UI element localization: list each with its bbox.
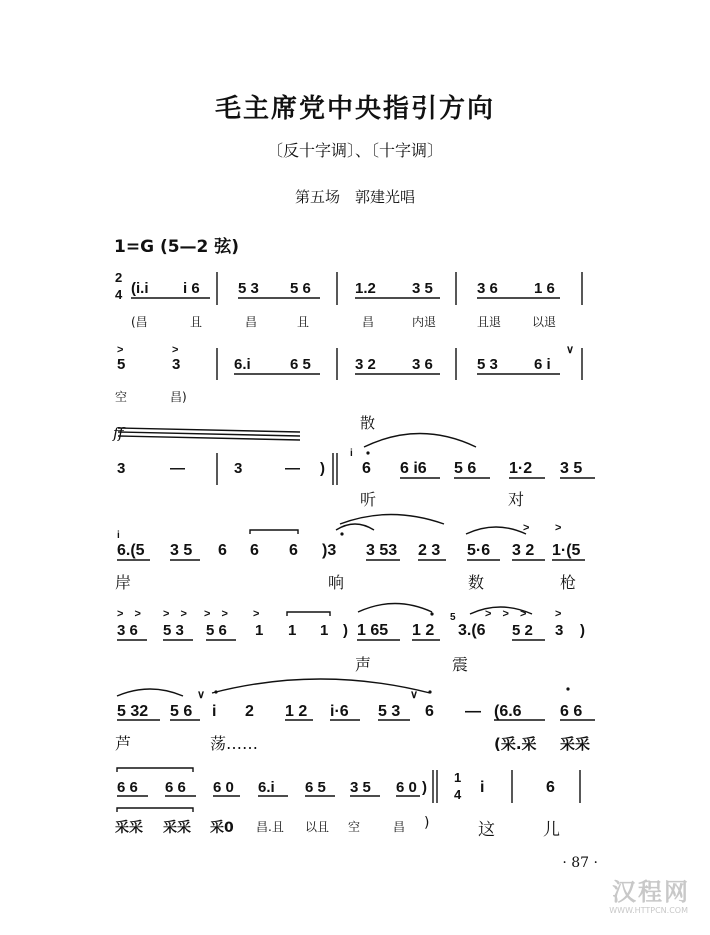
note: 1: [288, 622, 297, 639]
note-group: 5 3: [238, 280, 259, 297]
note-group: 5 3: [163, 622, 184, 639]
note-group: 3 2: [355, 356, 376, 373]
lyric: 采采: [115, 820, 143, 836]
note: 3: [234, 460, 243, 477]
paren: ): [422, 779, 427, 796]
lyric: 且: [297, 315, 310, 329]
lyric: 昌: [362, 315, 375, 329]
tremolo-line: [118, 428, 300, 432]
note-group: 1·2: [509, 460, 533, 477]
note: 1: [255, 622, 264, 639]
note: i: [480, 779, 485, 796]
grace-note: i: [117, 530, 120, 541]
note-group: 1·(5: [552, 542, 581, 559]
note-group: 3 5: [560, 460, 583, 477]
paren: ): [320, 460, 325, 477]
lyric: 且: [190, 315, 203, 329]
note: i: [212, 703, 217, 720]
watermark-logo: 汉程网: [612, 878, 690, 906]
note-group: 3 6: [477, 280, 498, 297]
accent-mark: >: [555, 608, 562, 620]
lyric: 昌): [170, 390, 187, 404]
accent-mark: >: [555, 522, 562, 534]
note-group: 6 0: [396, 779, 417, 796]
note-group: 6.(5: [117, 542, 145, 559]
grace-note: 5: [450, 612, 456, 623]
note: 6: [425, 703, 434, 720]
lyric: ): [424, 815, 430, 831]
note-group: 5 6: [454, 460, 477, 477]
tie-bracket: [117, 808, 193, 812]
fermata-dot: [340, 532, 343, 535]
note: 2: [245, 703, 254, 720]
slur: [336, 524, 374, 530]
lyric: 响: [328, 573, 345, 592]
note-group: 3.(6: [458, 622, 486, 639]
note-group: 2 3: [418, 542, 441, 559]
note-group: 6 5: [290, 356, 311, 373]
note: 6: [362, 460, 371, 477]
note-group: 5 6: [206, 622, 227, 639]
slur: [364, 434, 476, 448]
slur: [117, 689, 183, 696]
fermata-dot: [214, 690, 217, 693]
note-group: (i.i: [131, 280, 149, 297]
note-group: 5 6: [290, 280, 311, 297]
note: 3: [555, 622, 564, 639]
dynamic-ff: ff: [113, 424, 124, 442]
note: 3: [117, 460, 126, 477]
note-group: 3 6: [117, 622, 138, 639]
lyric: 以退: [532, 315, 557, 329]
key-signature: 1=G (5—2 弦): [114, 237, 240, 257]
lyric: 以且: [305, 820, 330, 834]
note-group: 6.i: [234, 356, 251, 373]
slur: [470, 607, 532, 614]
note-group: 3 2: [512, 542, 535, 559]
note-group: 5 3: [378, 703, 401, 720]
lyric: 空: [115, 390, 128, 404]
fermata-dot: [428, 690, 431, 693]
lyric: 数: [468, 573, 485, 592]
note-group: 5 3: [477, 356, 498, 373]
slur: [358, 604, 432, 613]
slur: [466, 527, 526, 534]
fermata-dot: [430, 612, 433, 615]
note: 6: [289, 542, 298, 559]
dash: —: [285, 460, 300, 477]
note-group: 1 2: [412, 622, 435, 639]
lyric: 昌: [393, 820, 406, 834]
note-group: 3 5: [350, 779, 371, 796]
note-group: i·6: [330, 703, 349, 720]
lyric: 这: [478, 820, 495, 840]
lyric: 震: [452, 655, 469, 674]
tie-bracket: [287, 612, 330, 616]
time-sig-top: 1: [454, 770, 462, 785]
breath-mark: ∨: [566, 344, 575, 356]
accent-marks: > >: [204, 608, 232, 620]
note: 5: [117, 356, 126, 373]
note-group: 1 6: [534, 280, 555, 297]
tie-bracket: [117, 768, 193, 772]
note: 3: [172, 356, 181, 373]
note-group: 1.2: [355, 280, 376, 297]
note-group: 3 5: [170, 542, 193, 559]
note-group: 1 65: [357, 622, 389, 639]
lyric: 儿: [543, 820, 560, 840]
lyric: 听: [360, 490, 377, 509]
note-group: 6 6: [560, 703, 583, 720]
tie-bracket: [250, 530, 298, 534]
paren: ): [580, 622, 585, 639]
lyric: 芦: [115, 734, 132, 753]
accent-marks: > >: [117, 608, 145, 620]
accent-marks: > >: [163, 608, 191, 620]
note-group: 5 2: [512, 622, 533, 639]
note: 6: [218, 542, 227, 559]
note: 6: [250, 542, 259, 559]
scene-credit: 第五场 郭建光唱: [294, 188, 415, 206]
note-group: 6 5: [305, 779, 326, 796]
lyric: 枪: [560, 573, 577, 592]
time-sig-bottom: 4: [454, 787, 462, 802]
note-group: 3 6: [412, 356, 433, 373]
note-group: 6 i6: [400, 460, 427, 477]
breath-mark: ∨: [197, 689, 206, 701]
note-group: 6 6: [117, 779, 138, 796]
note-group: (6.6: [494, 703, 522, 720]
lyric: 且退: [477, 315, 502, 329]
accent-mark: >: [172, 344, 179, 356]
time-sig-top: 2: [115, 270, 123, 285]
note-group: 3 53: [366, 542, 398, 559]
tempo-mark: 散: [360, 414, 376, 432]
lyric: (昌: [131, 315, 148, 329]
note: 6: [546, 779, 555, 796]
tremolo-line: [118, 436, 300, 440]
accent-marks: > > >: [485, 608, 531, 620]
lyric: 荡……: [210, 734, 259, 753]
song-title: 毛主席党中央指引方向: [214, 94, 495, 124]
page-number: · 87 ·: [562, 855, 598, 871]
accent-mark: >: [523, 522, 530, 534]
lyric: 昌.且: [256, 820, 284, 834]
tune-subtitle: 〔反十字调〕、〔十字调〕: [266, 141, 443, 160]
note-group: i 6: [183, 280, 200, 297]
dash: —: [465, 703, 481, 720]
lyric: 昌: [245, 315, 258, 329]
note-group: 5 32: [117, 703, 149, 720]
lyric: 内退: [412, 315, 437, 329]
paren: ): [343, 622, 348, 639]
lyric: 采采: [560, 735, 591, 753]
accent-mark: >: [253, 608, 260, 620]
lyric: 声: [355, 655, 372, 674]
breath-mark: ∨: [410, 689, 419, 701]
note-group: 6 0: [213, 779, 234, 796]
staccato-dot: [566, 687, 569, 690]
note-group: 3 5: [412, 280, 433, 297]
fermata-dot: [366, 451, 369, 454]
lyric: (采.采: [494, 735, 537, 753]
note-group: 6 6: [165, 779, 186, 796]
slur: [212, 679, 430, 693]
accent-mark: >: [117, 344, 124, 356]
note-group: 5 6: [170, 703, 193, 720]
slur: [340, 515, 444, 525]
note-group: 5·6: [467, 542, 491, 559]
time-sig-bottom: 4: [115, 287, 123, 302]
watermark-url: WWW.HTTPCN.COM: [609, 906, 688, 915]
lyric: 采采: [163, 820, 191, 836]
tremolo-line: [118, 432, 300, 436]
note: )3: [322, 542, 337, 559]
note-group: 1 2: [285, 703, 308, 720]
note: 1: [320, 622, 329, 639]
lyric: 采0: [210, 820, 234, 836]
lyric: 对: [508, 490, 525, 509]
grace-note: i: [350, 448, 353, 459]
dash: —: [170, 460, 185, 477]
lyric: 空: [348, 820, 361, 834]
note-group: 6.i: [258, 779, 275, 796]
note-group: 6 i: [534, 356, 551, 373]
lyric: 岸: [115, 573, 132, 592]
